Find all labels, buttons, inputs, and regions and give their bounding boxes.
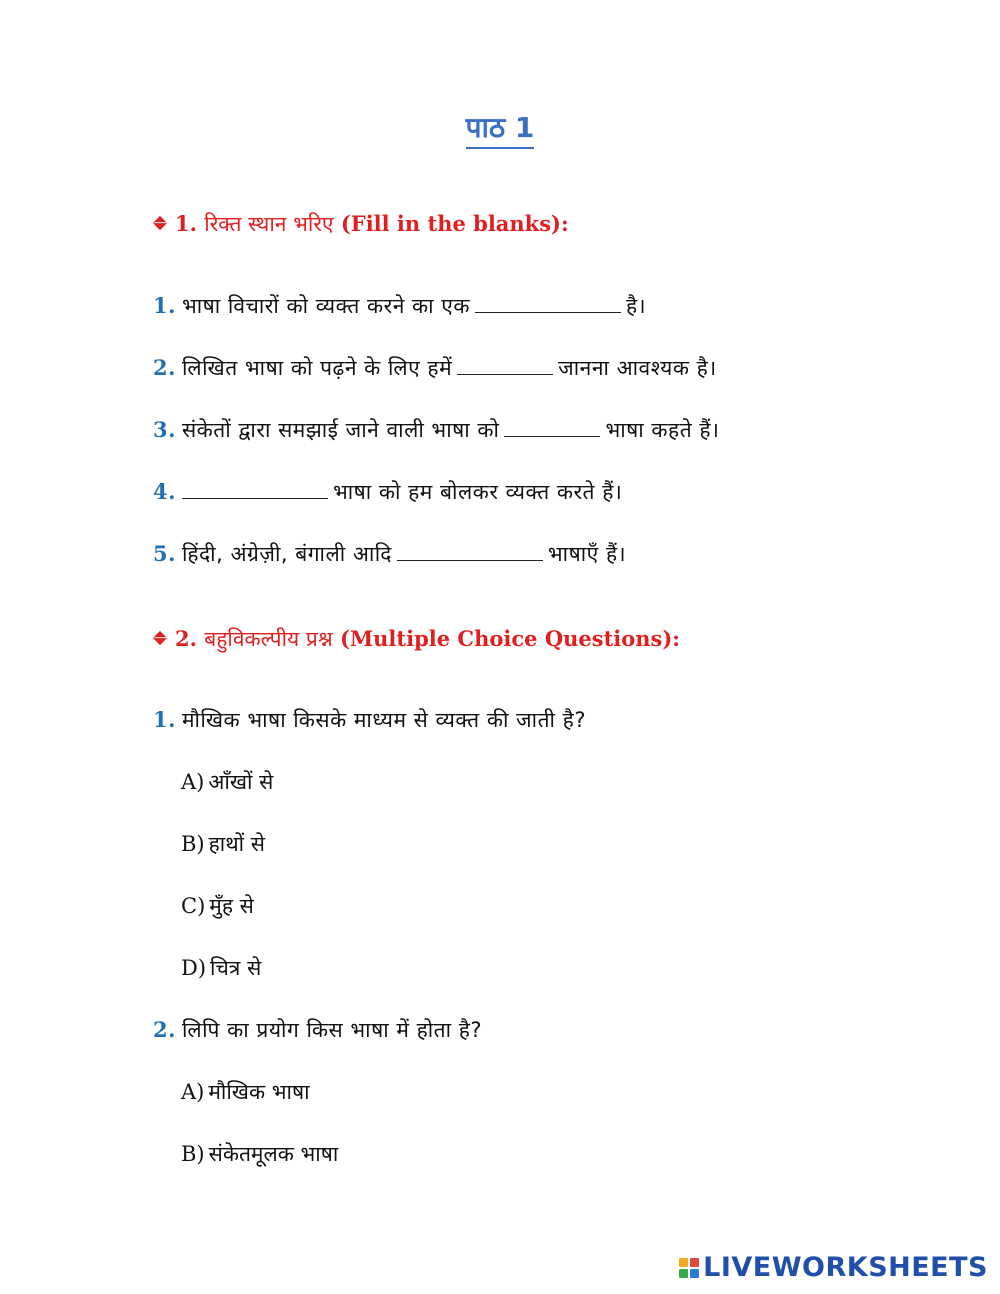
diamond-bullet-icon [153, 216, 167, 230]
question-number: 4. [153, 479, 176, 504]
question-number: 2. [153, 1017, 176, 1042]
blank-question [153, 540, 626, 568]
question-text: मौखिक भाषा किसके माध्यम से व्यक्त की जाती है? [181, 708, 586, 732]
mcq-option[interactable] [181, 1078, 310, 1106]
question-text-after: है। [626, 294, 647, 318]
section-heading-hindi: रिक्त स्थान भरिए [204, 212, 334, 236]
mcq-option[interactable] [181, 830, 265, 858]
mcq-option[interactable] [181, 1140, 338, 1168]
option-letter: B) [181, 832, 205, 856]
logo-square [679, 1258, 688, 1267]
logo-square [690, 1269, 699, 1278]
question-text-after: भाषाएँ हैं। [547, 542, 627, 566]
mcq-question [153, 1016, 482, 1044]
question-text: लिपि का प्रयोग किस भाषा में होता है? [181, 1018, 483, 1042]
blank-question [153, 292, 646, 320]
mcq-option[interactable] [181, 892, 254, 920]
option-text: मुँह से [209, 894, 254, 918]
question-text-before: हिंदी, अंग्रेज़ी, बंगाली आदि [181, 542, 392, 566]
option-letter: C) [181, 894, 206, 918]
blank-question [153, 416, 719, 444]
option-letter: A) [181, 770, 205, 794]
option-letter: B) [181, 1142, 205, 1166]
section-heading-english: (Multiple Choice Questions): [339, 626, 681, 651]
option-text: मौखिक भाषा [208, 1080, 310, 1104]
answer-blank[interactable] [457, 354, 553, 375]
section-number: 2. [175, 626, 197, 651]
question-text-before: भाषा विचारों को व्यक्त करने का एक [181, 294, 471, 318]
blank-question [153, 354, 717, 382]
blank-question [153, 478, 622, 506]
question-number: 1. [153, 293, 176, 318]
diamond-bullet-icon [153, 631, 167, 645]
question-text-before: संकेतों द्वारा समझाई जाने वाली भाषा को [181, 418, 500, 442]
mcq-option[interactable] [181, 954, 261, 982]
section-heading-fill-blanks [155, 210, 569, 238]
question-text-after: जानना आवश्यक है। [558, 356, 717, 380]
logo-square [690, 1258, 699, 1267]
option-text: चित्र से [210, 956, 262, 980]
answer-blank[interactable] [397, 540, 543, 561]
question-text-after: भाषा को हम बोलकर व्यक्त करते हैं। [332, 480, 623, 504]
page-title [0, 108, 1000, 146]
question-number: 3. [153, 417, 176, 442]
mcq-option[interactable] [181, 768, 273, 796]
option-text: संकेतमूलक भाषा [208, 1142, 339, 1166]
liveworksheets-logo-icon [679, 1258, 699, 1278]
section-heading-mcq [155, 625, 680, 653]
question-text-before: लिखित भाषा को पढ़ने के लिए हमें [181, 356, 453, 380]
option-letter: A) [181, 1080, 205, 1104]
option-text: हाथों से [208, 832, 265, 856]
answer-blank[interactable] [504, 416, 600, 437]
question-number: 1. [153, 707, 176, 732]
option-letter: D) [181, 956, 207, 980]
brand-name: LIVEWORKSHEETS [703, 1252, 988, 1283]
question-number: 5. [153, 541, 176, 566]
liveworksheets-logo [679, 1252, 988, 1283]
logo-square [679, 1269, 688, 1278]
question-text-after: भाषा कहते हैं। [605, 418, 720, 442]
section-heading-hindi: बहुविकल्पीय प्रश्न [204, 627, 333, 651]
section-heading-english: (Fill in the blanks): [340, 211, 569, 236]
option-text: आँखों से [208, 770, 274, 794]
page-title-text: पाठ 1 [466, 111, 535, 149]
mcq-question [153, 706, 586, 734]
answer-blank[interactable] [182, 478, 328, 499]
question-number: 2. [153, 355, 176, 380]
answer-blank[interactable] [475, 292, 621, 313]
section-number: 1. [175, 211, 197, 236]
